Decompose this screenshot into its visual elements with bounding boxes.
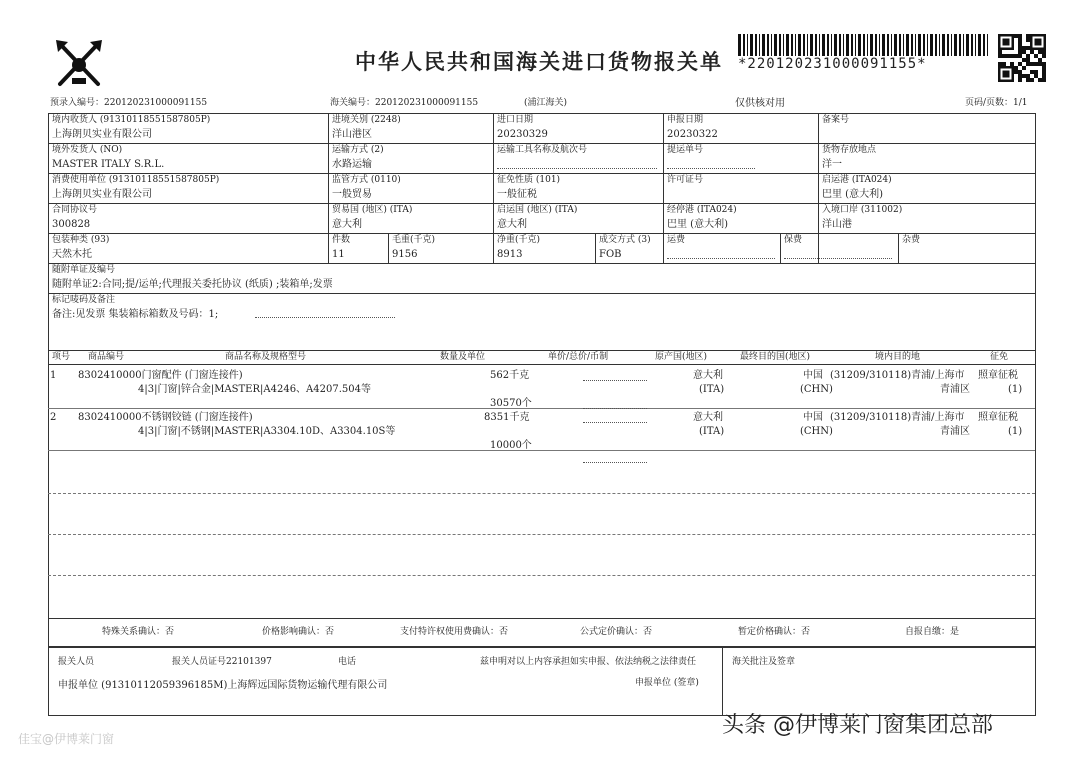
item-origin2: (ITA) <box>699 426 725 437</box>
import-date-label: 进口日期 <box>497 115 534 125</box>
deal-mode-label: 成交方式 (3) <box>599 235 651 245</box>
declare-unit: 申报单位 (91310112059396185M)上海辉远国际货物运输代理有限公司 <box>58 680 388 691</box>
col-item-no: 项号 <box>52 352 71 362</box>
pieces-value: 11 <box>332 249 345 260</box>
col-origin: 原产国(地区) <box>655 352 708 362</box>
entry-point-label: 入境口岸 (311002) <box>822 205 903 215</box>
royalty-confirm: 支付特许权使用费确认：否 <box>400 627 509 637</box>
origin-country-label: 启运国 (地区) (ITA) <box>497 205 578 215</box>
vessel-label: 运输工具名称及航次号 <box>497 145 588 155</box>
item-no: 1 <box>50 370 57 381</box>
watermark-right: 头条 @伊博莱门窗集团总部 <box>722 713 993 738</box>
legal-statement: 兹申明对以上内容承担如实申报、依法纳税之法律责任 <box>480 657 697 667</box>
customs-office: (浦江海关) <box>524 98 568 108</box>
col-qty: 数量及单位 <box>440 352 486 362</box>
departure-port-value: 巴里 (意大利) <box>822 189 883 200</box>
contract-label: 合同协议号 <box>52 205 98 215</box>
item-dest1: 中国 <box>803 370 823 381</box>
formula-price-confirm: 公式定价确认：否 <box>580 627 653 637</box>
item-dest1: 中国 <box>803 412 823 423</box>
self-pay-confirm: 自报自缴：是 <box>905 627 960 637</box>
price-effect-confirm: 价格影响确认：否 <box>262 627 335 637</box>
attached-docs-value: 随附单证2:合同;提/运单;代理报关委托协议 (纸质) ;装箱单;发票 <box>52 279 333 290</box>
item-domestic2: 青浦区 <box>940 426 970 437</box>
license-label: 许可证号 <box>667 175 704 185</box>
item-origin2: (ITA) <box>699 384 725 395</box>
document-title: 中华人民共和国海关进口货物报关单 <box>355 50 723 74</box>
special-relation-confirm: 特殊关系确认：否 <box>102 627 175 637</box>
net-weight-value: 8913 <box>497 249 523 260</box>
barcode-text: *220120231000091155* <box>738 56 927 72</box>
transport-mode-value: 水路运输 <box>332 159 372 170</box>
item-line1: 8302410000门窗配件 (门窗连接件) <box>78 370 243 381</box>
levy-nature-label: 征免性质 (101) <box>497 175 561 185</box>
entry-point-value: 洋山港 <box>822 219 852 230</box>
trade-country-value: 意大利 <box>332 219 362 230</box>
item-line1: 8302410000不锈钢铰链 (门窗连接件) <box>78 412 253 423</box>
consignee-label: 境内收货人 (91310118551587805P) <box>52 115 211 125</box>
declare-unit-sign: 申报单位 (签章) <box>635 678 699 688</box>
item-line2: 4|3|门窗|不锈钢|MASTER|A3304.10D、A3304.10S等 <box>138 426 396 437</box>
gross-weight-value: 9156 <box>392 249 418 260</box>
review-note: 仅供核对用 <box>735 98 785 109</box>
bill-of-lading-label: 提运单号 <box>667 145 704 155</box>
storage-label: 货物存放地点 <box>822 145 877 155</box>
item-line2: 4|3|门窗|锌合金|MASTER|A4246、A4207.504等 <box>138 384 371 395</box>
item-domestic1: (31209/310118)青浦/上海市 <box>830 370 965 381</box>
attached-docs-label: 随附单证及编号 <box>52 265 116 275</box>
supervision-label: 监管方式 (0110) <box>332 175 401 185</box>
transport-mode-label: 运输方式 (2) <box>332 145 384 155</box>
contract-value: 300828 <box>52 219 91 230</box>
item-levy2: (1) <box>1008 426 1023 437</box>
trade-country-label: 贸易国 (地区) (ITA) <box>332 205 413 215</box>
page-count: 页码/页数：1/1 <box>965 98 1028 108</box>
package-type-value: 天然木托 <box>52 249 92 260</box>
item-origin1: 意大利 <box>693 370 723 381</box>
col-levy: 征免 <box>990 352 1009 362</box>
entry-port-label: 进境关别 (2248) <box>332 115 401 125</box>
marks-value: 备注:见发票 集装箱标箱数及号码：1; <box>52 309 219 320</box>
item-dest2: (CHN) <box>800 426 833 437</box>
declare-date-value: 20230322 <box>667 129 718 140</box>
gross-weight-label: 毛重(千克) <box>392 235 436 245</box>
item-domestic1: (31209/310118)青浦/上海市 <box>830 412 965 423</box>
provisional-price-confirm: 暂定价格确认：否 <box>738 627 811 637</box>
transit-port-label: 经停港 (ITA024) <box>667 205 737 215</box>
item-qty1: 562千克 <box>490 370 530 381</box>
customs-emblem-logo <box>50 36 108 90</box>
package-type-label: 包装种类 (93) <box>52 235 110 245</box>
customs-approval-label: 海关批注及签章 <box>732 657 796 667</box>
watermark-left: 佳宝@伊博莱门窗 <box>18 732 115 746</box>
consumer-unit-value: 上海朗贝实业有限公司 <box>52 189 152 200</box>
col-code: 商品编号 <box>88 352 125 362</box>
marks-label: 标记唛码及备注 <box>52 295 116 305</box>
deal-mode-value: FOB <box>599 249 622 260</box>
declarer-label: 报关人员 <box>58 657 95 667</box>
item-origin1: 意大利 <box>693 412 723 423</box>
qr-code <box>998 34 1046 82</box>
storage-value: 洋一 <box>822 159 842 170</box>
supervision-value: 一般贸易 <box>332 189 372 200</box>
consignee-value: 上海朗贝实业有限公司 <box>52 129 152 140</box>
item-qty2: 10000个 <box>490 440 532 451</box>
net-weight-label: 净重(千克) <box>497 235 541 245</box>
col-domestic: 境内目的地 <box>875 352 921 362</box>
customs-number: 海关编号：220120231000091155 <box>330 98 479 108</box>
item-qty1: 8351千克 <box>484 412 530 423</box>
shipper-label: 境外发货人 (NO) <box>52 145 123 155</box>
levy-nature-value: 一般征税 <box>497 189 537 200</box>
item-dest2: (CHN) <box>800 384 833 395</box>
item-levy1: 照章征税 <box>978 412 1018 423</box>
item-levy2: (1) <box>1008 384 1023 395</box>
pieces-label: 件数 <box>332 235 351 245</box>
departure-port-label: 启运港 (ITA024) <box>822 175 892 185</box>
entry-port-value: 洋山港区 <box>332 129 372 140</box>
pre-entry-number: 预录入编号：220120231000091155 <box>50 98 208 108</box>
declare-date-label: 申报日期 <box>667 115 704 125</box>
record-number-label: 备案号 <box>822 115 850 125</box>
item-no: 2 <box>50 412 57 423</box>
col-name: 商品名称及规格型号 <box>225 352 307 362</box>
barcode <box>738 34 990 56</box>
misc-fee-label: 杂费 <box>902 235 921 245</box>
col-price: 单价/总价/币制 <box>548 352 609 362</box>
item-levy1: 照章征税 <box>978 370 1018 381</box>
declarer-id: 报关人员证号22101397 <box>172 657 272 667</box>
consumer-unit-label: 消费使用单位 (91310118551587805P) <box>52 175 220 185</box>
item-qty2: 30570个 <box>490 398 532 409</box>
phone-label: 电话 <box>338 657 357 667</box>
freight-label: 运费 <box>667 235 686 245</box>
shipper-value: MASTER ITALY S.R.L. <box>52 159 165 170</box>
insurance-label: 保费 <box>784 235 803 245</box>
import-date-value: 20230329 <box>497 129 548 140</box>
transit-port-value: 巴里 (意大利) <box>667 219 728 230</box>
item-domestic2: 青浦区 <box>940 384 970 395</box>
origin-country-value: 意大利 <box>497 219 527 230</box>
col-dest: 最终目的国(地区) <box>740 352 811 362</box>
